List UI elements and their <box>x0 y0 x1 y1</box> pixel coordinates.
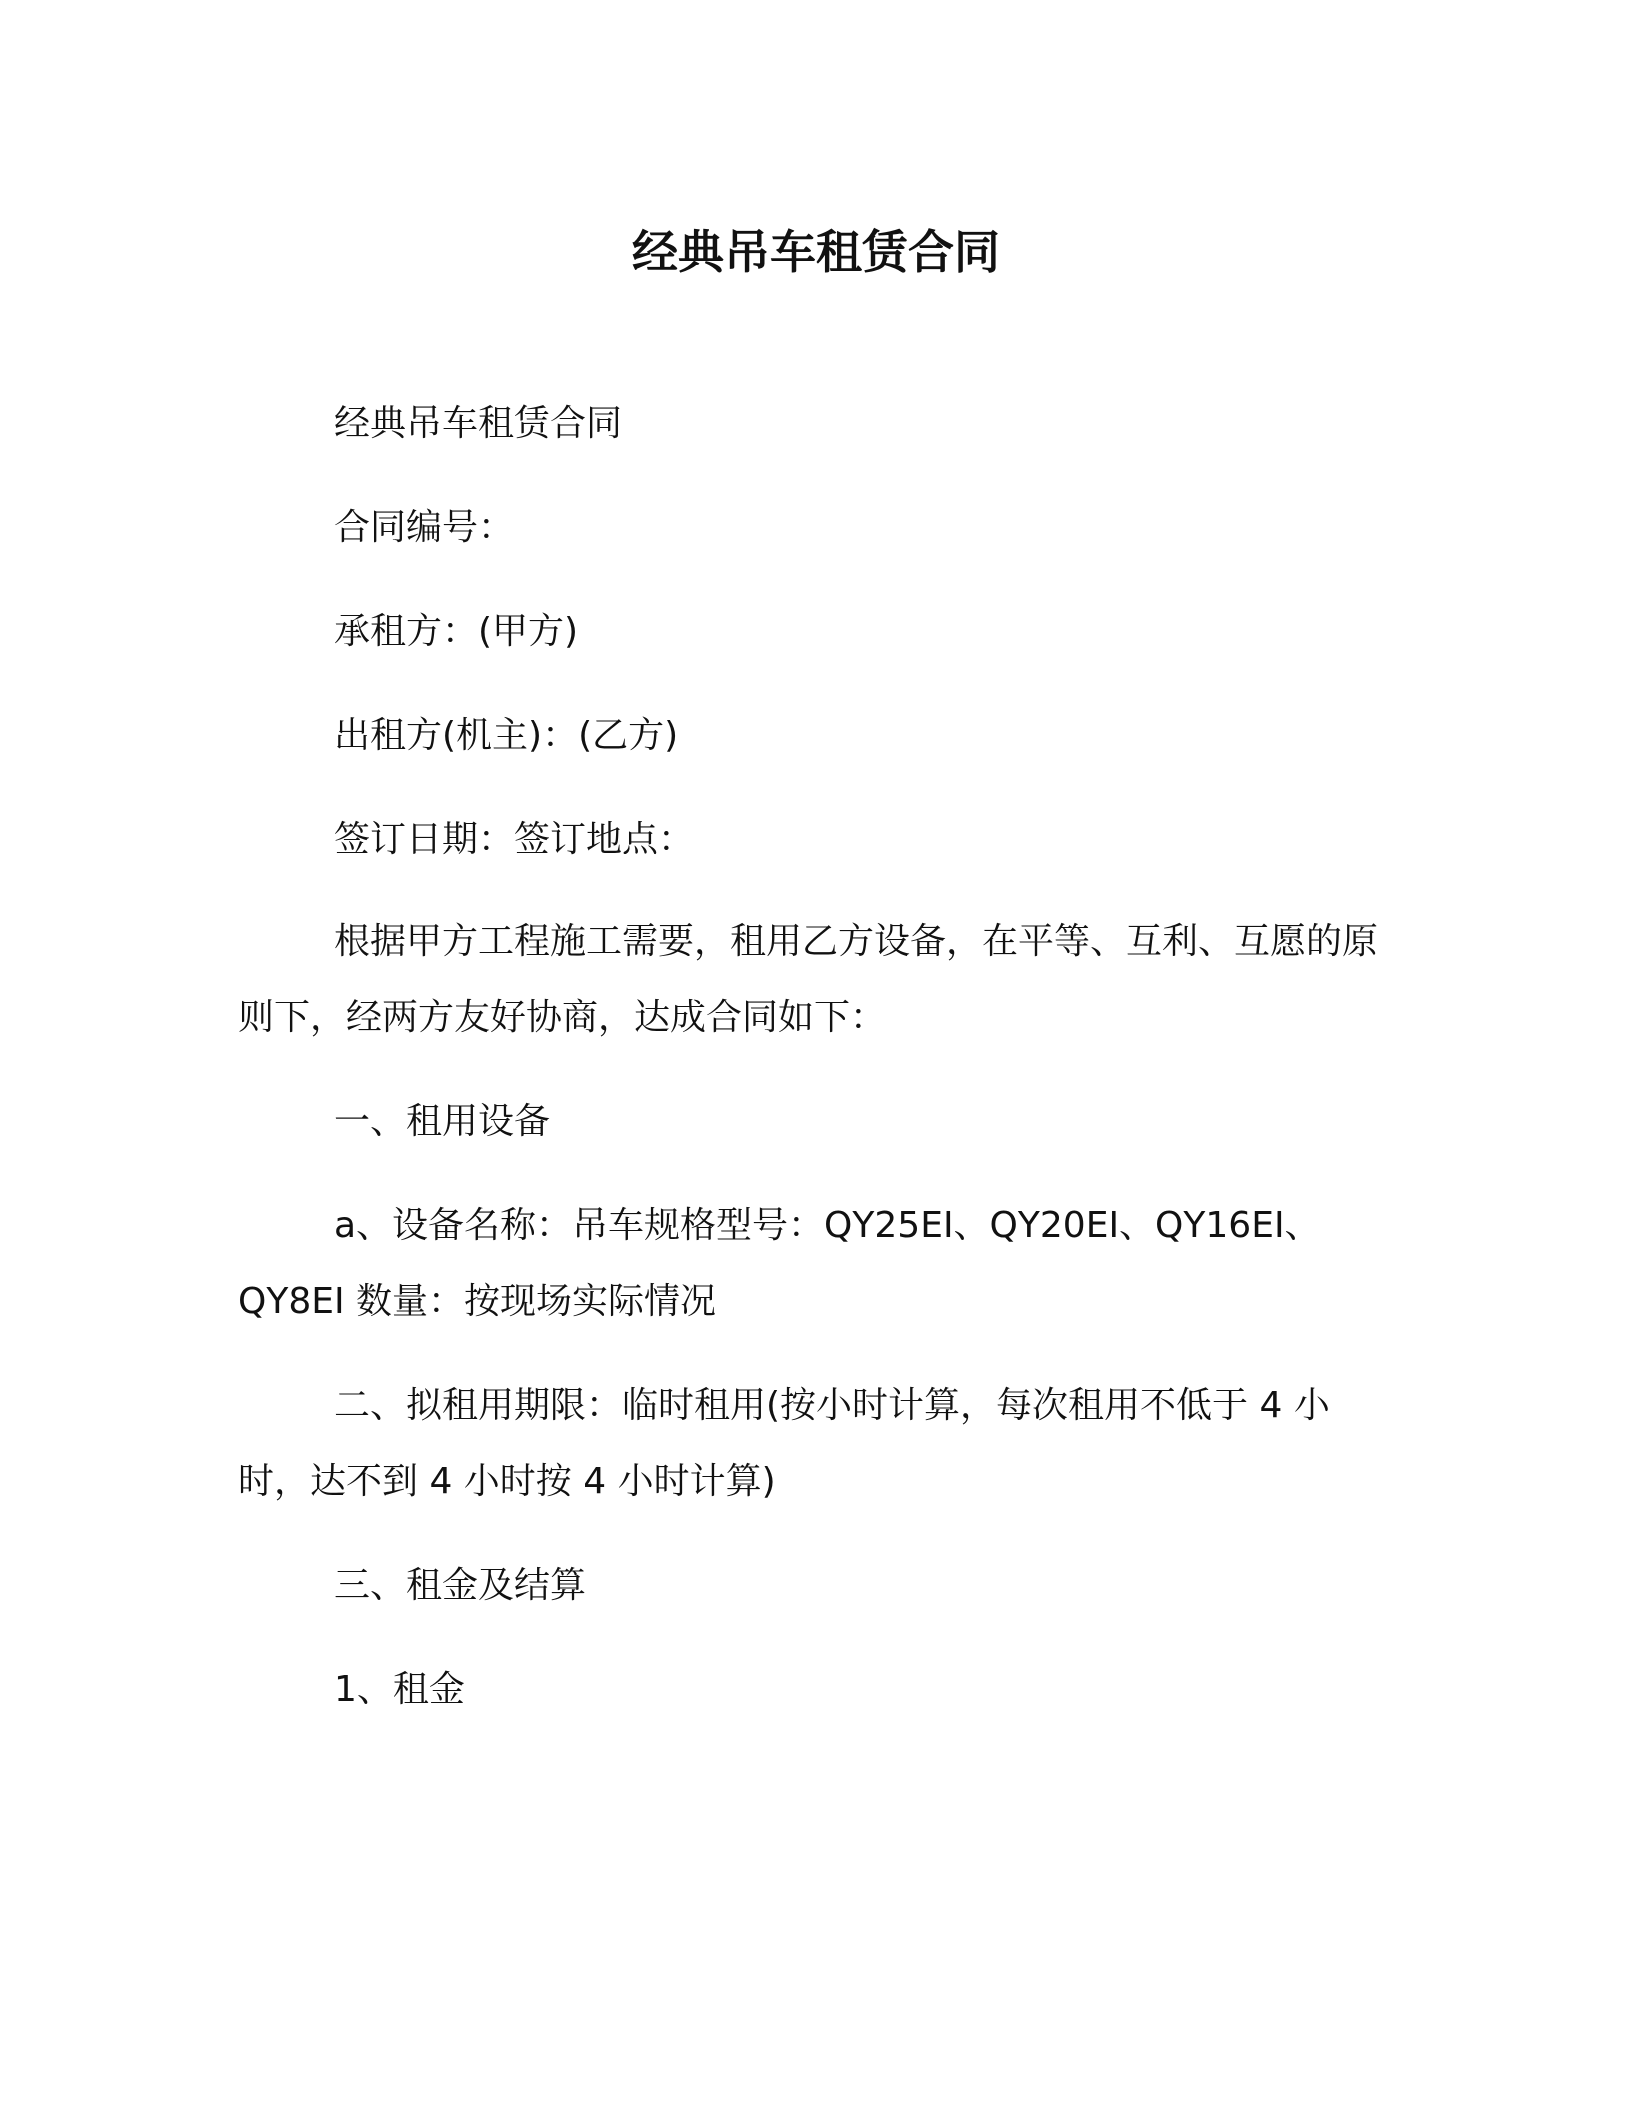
paragraph-contract-number: 合同编号： <box>334 507 515 548</box>
paragraph-subtitle: 经典吊车租赁合同 <box>334 403 623 444</box>
paragraph-lessor: 出租方(机主)：(乙方) <box>334 715 679 756</box>
paragraph-equipment-details: a、设备名称：吊车规格型号：QY25EI、QY20EI、QY16EI、QY8EI 数量：按现场实际情况 <box>238 1205 1321 1322</box>
paragraph-rent: 1、租金 <box>334 1669 465 1710</box>
paragraph-section-equipment: 一、租用设备 <box>334 1101 551 1142</box>
paragraph-signing-date-place: 签订日期：签订地点： <box>334 819 695 860</box>
paragraph-section-rent-settlement: 三、租金及结算 <box>334 1565 587 1606</box>
paragraph-preamble: 根据甲方工程施工需要，租用乙方设备，在平等、互利、互愿的原则下，经两方友好协商，达成合同如下： <box>238 921 1379 1038</box>
paragraph-lessee: 承租方：(甲方) <box>334 611 579 652</box>
document-title: 经典吊车租赁合同 <box>632 225 1000 279</box>
paragraph-lease-term: 二、拟租用期限：临时租用(按小时计算，每次租用不低于 4 小时，达不到 4 小时按 4 小时计算) <box>238 1385 1330 1502</box>
